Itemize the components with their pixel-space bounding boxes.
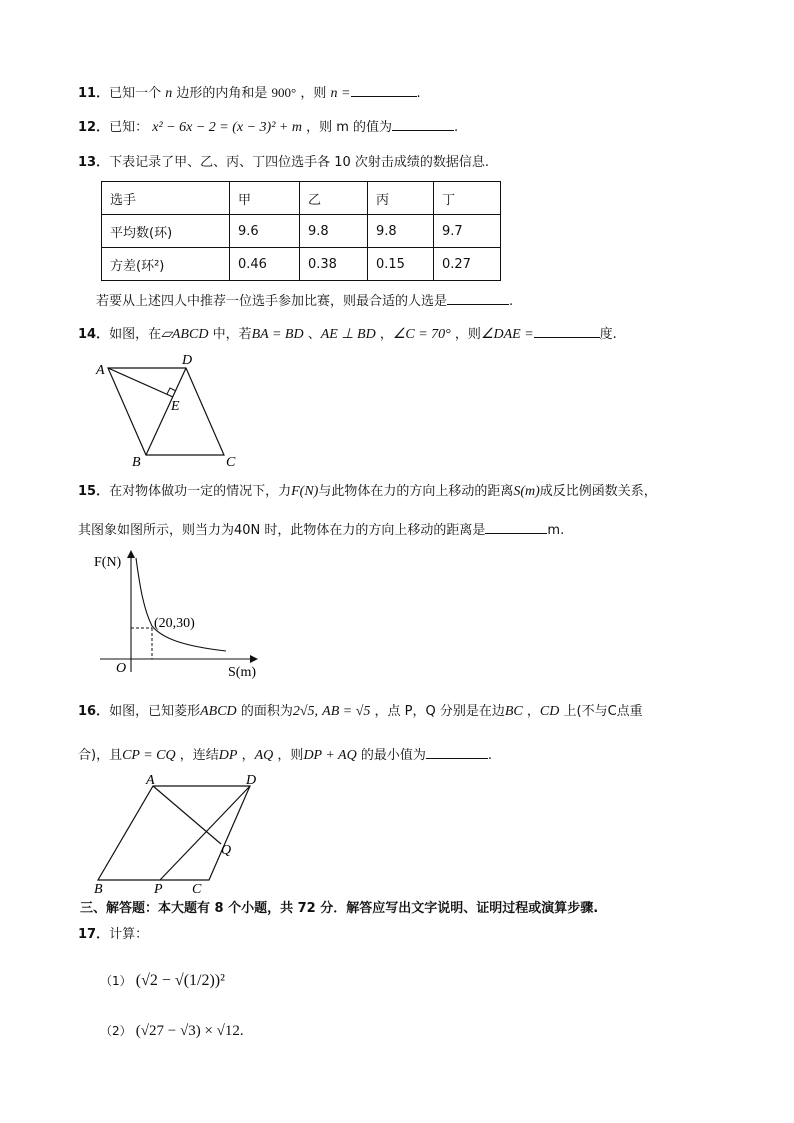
side-bc: BC [504,704,523,719]
text: m. [547,523,565,538]
vertex-label-b: B [132,455,141,470]
table-cell: 0.27 [434,248,501,281]
text: 其图象如图所示，则当力为40N 时，此物体在力的方向上移动的距离是 [78,523,486,538]
text: . [509,294,514,309]
math-n: n [165,86,173,101]
figure-16-rhombus [88,772,258,898]
vertex-label-a: A [146,773,155,788]
segment-aq [153,786,221,844]
text: 上(不与C点重 [563,704,643,719]
text: 边形的内角和是 [176,86,268,101]
answer-var: n = [330,86,351,101]
text: ，则 [277,748,304,763]
text: 成反比例函数关系， [539,484,657,499]
text: . [487,748,492,763]
text: . [454,120,459,135]
question-number: 16． [78,704,110,719]
score-table [101,181,501,281]
text: ， [379,327,393,342]
question-number: 13． [78,155,110,170]
var-force: F(N) [291,484,319,499]
question-17-part2 [100,1022,244,1041]
section-heading: 三、解答题：本大题有 8 个小题，共 72 分．解答应写出文字说明、证明过程或演算步骤. [80,901,599,916]
table-cell: 丁 [434,182,501,215]
table-cell: 选手 [102,182,230,215]
table-cell: 9.8 [368,215,434,248]
segment-aq: AQ [254,748,274,763]
figure-15-graph [92,548,272,680]
table-cell: 9.8 [300,215,368,248]
question-12 [78,117,458,137]
table-cell: 平均数(环) [102,215,230,248]
table-cell: 乙 [300,182,368,215]
rhombus-name: ABCD [200,704,237,719]
diagonal-bd [146,368,186,455]
table-cell: 丙 [368,182,434,215]
vertex-label-c: C [226,455,236,470]
question-14 [78,324,617,344]
table-cell: 0.15 [368,248,434,281]
condition: AE ⊥ BD [320,327,376,342]
vertex-label-b: B [94,882,103,897]
text: ， [526,704,540,719]
y-axis-label: F(N) [94,555,122,570]
question-11 [78,83,421,103]
text: 在对物体做功一定的情况下，力 [109,484,292,499]
question-number: 12． [78,120,110,135]
text: 已知一个 [109,86,162,101]
vertex-label-a: A [96,363,105,378]
condition: CP = CQ [122,748,176,763]
table-row [102,248,501,281]
text: 如图，在 [109,327,162,342]
text: ， [241,748,255,763]
text: 如图，已知菱形 [109,704,201,719]
condition: BA = BD [251,327,304,342]
equation: x² − 6x − 2 = (x − 3)² + m [152,120,302,135]
parallelogram-name: ▱ABCD [161,327,209,342]
question-number: 14． [78,327,110,342]
origin-label: O [116,661,127,676]
question-number: 15． [78,484,110,499]
y-axis-arrow [127,550,135,558]
table-row [102,215,501,248]
text: ，点 P，Q 分别是在边 [374,704,505,719]
table-cell: 9.7 [434,215,501,248]
expression: DP + AQ [303,748,357,763]
question-16-line2 [78,745,492,765]
table-cell: 0.38 [300,248,368,281]
question-text: 下表记录了甲、乙、丙、丁四位选手各 10 次射击成绩的数据信息. [109,155,490,170]
question-13 [78,154,489,172]
text: 、 [307,327,321,342]
answer-var: ∠DAE = [480,327,534,342]
text: 度. [599,327,617,342]
text: 计算： [109,927,149,942]
answer-blank[interactable] [447,291,509,305]
vertex-label-d: D [182,353,193,368]
x-axis-label: S(m) [228,665,256,680]
figure-14-parallelogram [90,350,250,470]
text: ，则 [454,327,481,342]
table-cell: 9.6 [230,215,300,248]
point-label-q: Q [221,843,232,858]
answer-blank[interactable] [351,83,417,97]
question-number: 17． [78,927,110,942]
point-label-p: P [154,882,163,897]
area-value: 2√5, [292,704,319,719]
expression-1: (√2 − √(1/2))² [135,972,225,989]
segment-dp [160,786,250,880]
text: 若要从上述四人中推荐一位选手参加比赛，则最合适的人选是 [96,294,448,309]
point-label-e: E [171,399,180,414]
question-17 [78,926,148,944]
var-distance: S(m) [513,484,540,499]
text: ，连结 [179,748,219,763]
text: . [416,86,421,101]
text: 中，若 [212,327,252,342]
question-16-line1 [78,703,643,721]
text: ，则 m 的值为 [306,120,393,135]
question-13-followup [96,291,513,311]
angle-value: 900° [271,85,297,100]
text: 与此物体在力的方向上移动的距离 [318,484,514,499]
part-label: （1） [100,974,132,988]
text: 的最小值为 [360,748,426,763]
side-length: AB = √5 [322,704,371,719]
table-cell: 方差(环²) [102,248,230,281]
table-cell: 甲 [230,182,300,215]
answer-blank[interactable] [534,324,600,338]
x-axis-arrow [250,655,258,663]
table-header-row [102,182,501,215]
text: 的面积为 [240,704,293,719]
side-cd: CD [539,704,560,719]
text: ，则 [300,86,327,101]
question-17-part1 [100,965,225,998]
point-label: (20,30) [154,616,195,631]
inverse-curve [136,558,226,651]
question-15-line1 [78,483,657,501]
vertex-label-d: D [246,773,257,788]
vertex-label-c: C [192,882,202,897]
table-cell: 0.46 [230,248,300,281]
expression-2: (√27 − √3) × √12. [135,1023,244,1039]
text: 合)，且 [78,748,123,763]
answer-blank[interactable] [485,520,547,534]
question-number: 11． [78,86,110,101]
part-label: （2） [100,1024,132,1038]
segment-dp: DP [218,748,238,763]
answer-blank[interactable] [426,745,488,759]
question-15-line2 [78,520,564,540]
condition: ∠C = 70° [392,327,451,342]
segment-ae [108,368,173,397]
answer-blank[interactable] [392,117,454,131]
text: 已知： [109,120,149,135]
